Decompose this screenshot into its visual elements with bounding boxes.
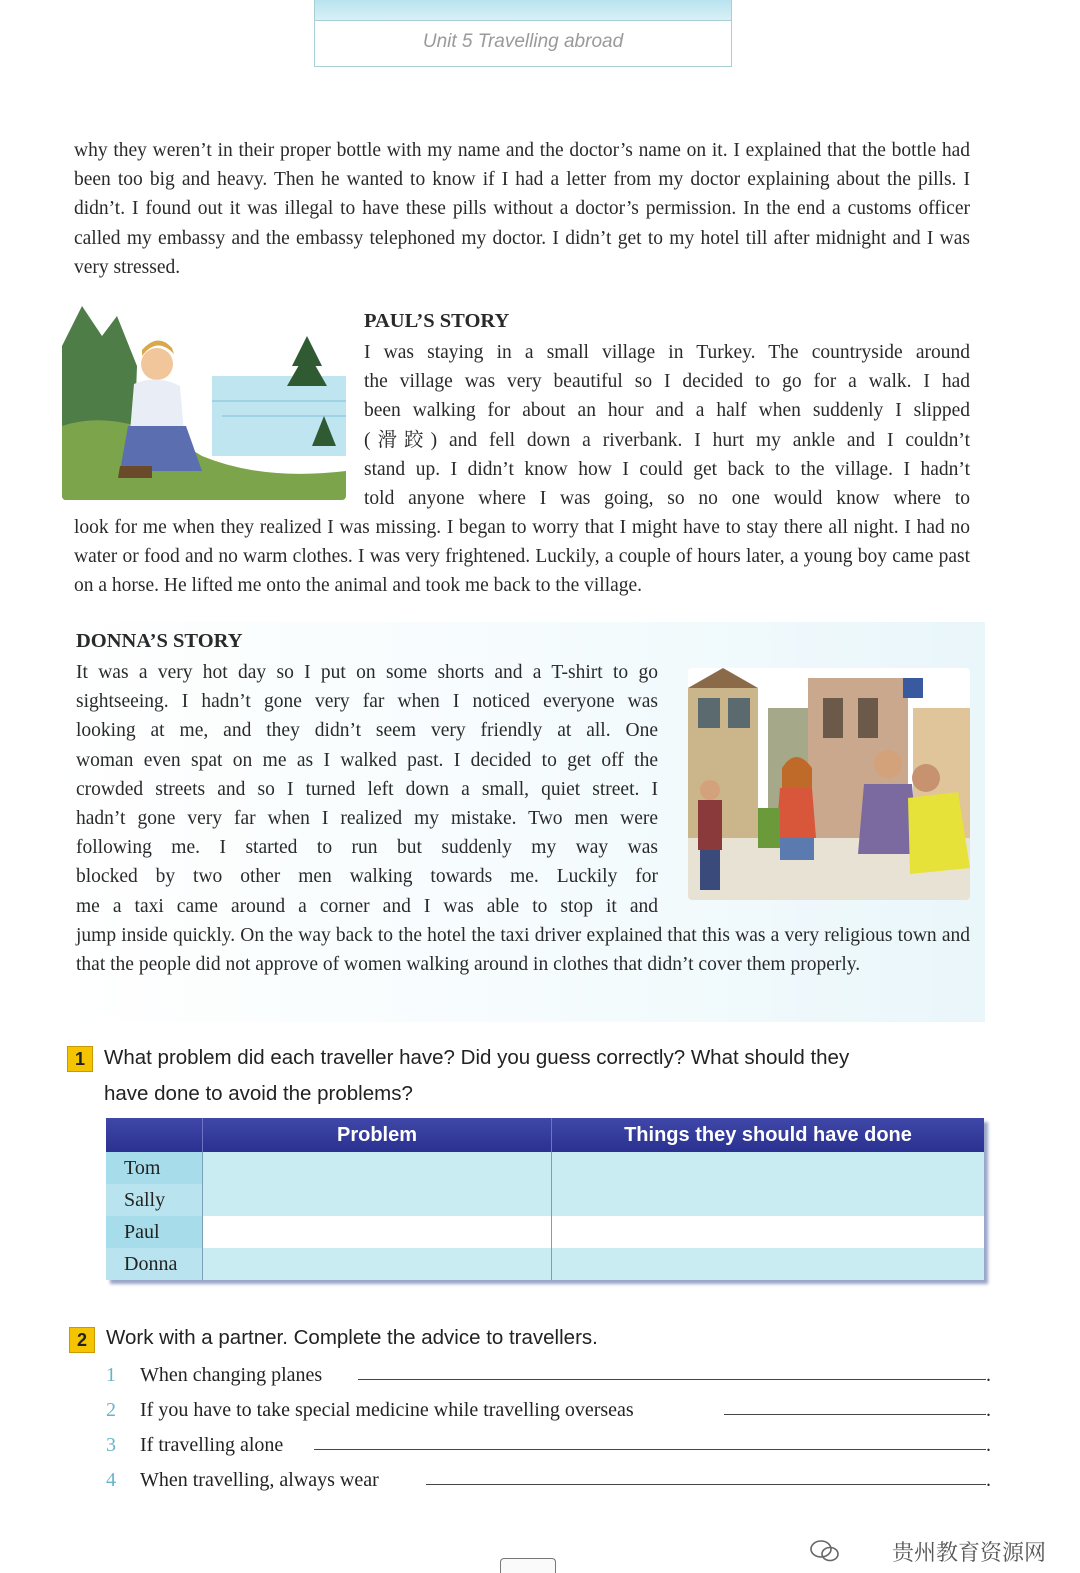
answer-blank[interactable] bbox=[358, 1379, 986, 1380]
answer-blank[interactable] bbox=[724, 1414, 986, 1415]
advice-item-1 bbox=[106, 1360, 990, 1390]
table-header-should-have-done: Things they should have done bbox=[552, 1118, 985, 1152]
paul-line: (滑跤) and fell down a riverbank. I hurt my ankle and I couldn’t bbox=[364, 429, 970, 451]
advice-text: When travelling, always wear bbox=[140, 1469, 379, 1491]
header-sky-strip bbox=[315, 0, 731, 21]
advice-item-4 bbox=[106, 1465, 990, 1495]
should-have-done-cell[interactable] bbox=[552, 1152, 985, 1184]
donna-line: looking at me, and they didn’t seem very friendly at all. One bbox=[76, 720, 658, 742]
paul-illustration bbox=[62, 306, 346, 500]
advice-item-2 bbox=[106, 1395, 990, 1425]
traveller-name: Donna bbox=[106, 1248, 203, 1280]
paragraph-text: jump inside quickly. On the way back to the hotel the taxi driver explained that this was a very religious town and that the people did not approve of women walking around in clothes that didn’t cover them properly. bbox=[76, 925, 970, 976]
advice-text: If you have to take special medicine while travelling overseas bbox=[140, 1399, 634, 1421]
traveller-problems-table bbox=[106, 1118, 984, 1280]
paul-line: I was staying in a small village in Turkey. The countryside around bbox=[364, 342, 970, 363]
donna-line: crowded streets and so I turned left down a small, quiet street. I bbox=[76, 778, 658, 800]
donna-story-rest bbox=[76, 921, 970, 979]
traveller-name: Sally bbox=[106, 1184, 203, 1216]
paul-story-heading: PAUL’S STORY bbox=[364, 310, 510, 332]
page-number-tab bbox=[500, 1558, 556, 1573]
traveller-name: Tom bbox=[106, 1152, 203, 1184]
paul-line: the village was very beautiful so I decided to go for a walk. I had bbox=[364, 371, 970, 393]
exercise-1-badge: 1 bbox=[67, 1046, 93, 1072]
problem-cell[interactable] bbox=[203, 1152, 552, 1184]
problem-cell[interactable] bbox=[203, 1216, 552, 1248]
donna-illustration bbox=[688, 668, 970, 900]
answer-blank[interactable] bbox=[314, 1449, 986, 1450]
paul-line: been walking for about an hour and a half when suddenly I slipped bbox=[364, 400, 970, 422]
should-have-done-cell[interactable] bbox=[552, 1216, 985, 1248]
paul-story-wrapped-lines bbox=[364, 338, 970, 513]
problem-cell[interactable] bbox=[203, 1184, 552, 1216]
exercise-1-instruction bbox=[104, 1040, 994, 1112]
paul-story-rest bbox=[74, 513, 970, 601]
donna-line: woman even spat on me as I walked past. I decided to get off the bbox=[76, 749, 658, 771]
paragraph-text: look for me when they realized I was missing. I began to worry that I might have to stay there all night. I had no water or food and no warm clothes. I was very frightened. Luckily, a couple of hours later, a young boy came past on a horse. He lifted me onto the animal and took me back to the village. bbox=[74, 517, 970, 597]
table-row bbox=[106, 1248, 984, 1280]
exercise-2-badge: 2 bbox=[69, 1327, 95, 1353]
exercise-1-line-1: What problem did each traveller have? Did you guess correctly? What should they bbox=[104, 1046, 850, 1069]
advice-number: 2 bbox=[106, 1399, 116, 1421]
advice-number: 1 bbox=[106, 1364, 116, 1386]
unit-title: Unit 5 Travelling abroad bbox=[422, 31, 624, 52]
should-have-done-cell[interactable] bbox=[552, 1184, 985, 1216]
wechat-icon bbox=[810, 1540, 840, 1562]
advice-text: When changing planes bbox=[140, 1364, 323, 1386]
full-stop: . bbox=[986, 1469, 991, 1491]
table-header-problem: Problem bbox=[203, 1118, 552, 1152]
full-stop: . bbox=[986, 1399, 991, 1421]
full-stop: . bbox=[986, 1434, 991, 1456]
watermark-text: 贵州教育资源网 bbox=[891, 1541, 1046, 1566]
donna-line: sightseeing. I hadn’t gone very far when I noticed everyone was bbox=[76, 691, 658, 713]
table-row bbox=[106, 1152, 984, 1184]
donna-line: following me. I started to run but suddenly my way was bbox=[76, 837, 658, 859]
donna-story-wrapped-lines bbox=[76, 658, 658, 921]
sally-story-continuation bbox=[74, 136, 970, 282]
table-row bbox=[106, 1184, 984, 1216]
table-header-name bbox=[106, 1118, 203, 1152]
exercise-1-line-2: have done to avoid the problems? bbox=[104, 1082, 413, 1105]
donna-story-heading: DONNA’S STORY bbox=[76, 630, 243, 652]
paul-line: stand up. I didn’t know how I could get back to the village. I hadn’t bbox=[364, 458, 970, 480]
exercise-2-instruction: Work with a partner. Complete the advice to travellers. bbox=[106, 1326, 598, 1349]
paragraph-text: why they weren’t in their proper bottle with my name and the doctor’s name on it. I explained that the bottle had been too big and heavy. Then he wanted to know if I had a letter from my doctor explaining about the pills. I didn’t. I found out it was illegal to have these pills without a doctor’s permission. In the end a customs officer called my embassy and the embassy telephoned my doctor. I didn’t get to my hotel till after midnight and I was very stressed. bbox=[74, 140, 970, 278]
unit-header-tab bbox=[314, 0, 732, 67]
donna-line: blocked by two other men walking towards me. Luckily for bbox=[76, 866, 658, 888]
problem-cell[interactable] bbox=[203, 1248, 552, 1280]
advice-number: 4 bbox=[106, 1469, 116, 1491]
advice-text: If travelling alone bbox=[140, 1434, 284, 1456]
donna-line: It was a very hot day so I put on some shorts and a T-shirt to go bbox=[76, 662, 658, 683]
donna-line: hadn’t gone very far when I realized my mistake. Two men were bbox=[76, 808, 658, 830]
traveller-name: Paul bbox=[106, 1216, 203, 1248]
table-row bbox=[106, 1216, 984, 1248]
should-have-done-cell[interactable] bbox=[552, 1248, 985, 1280]
table-header-row bbox=[106, 1118, 984, 1152]
answer-blank[interactable] bbox=[426, 1484, 986, 1485]
paul-line: told anyone where I was going, so no one would know where to bbox=[364, 488, 970, 510]
advice-number: 3 bbox=[106, 1434, 116, 1456]
donna-line: me a taxi came around a corner and I was able to stop it and bbox=[76, 895, 658, 917]
advice-item-3 bbox=[106, 1430, 990, 1460]
full-stop: . bbox=[986, 1364, 991, 1386]
